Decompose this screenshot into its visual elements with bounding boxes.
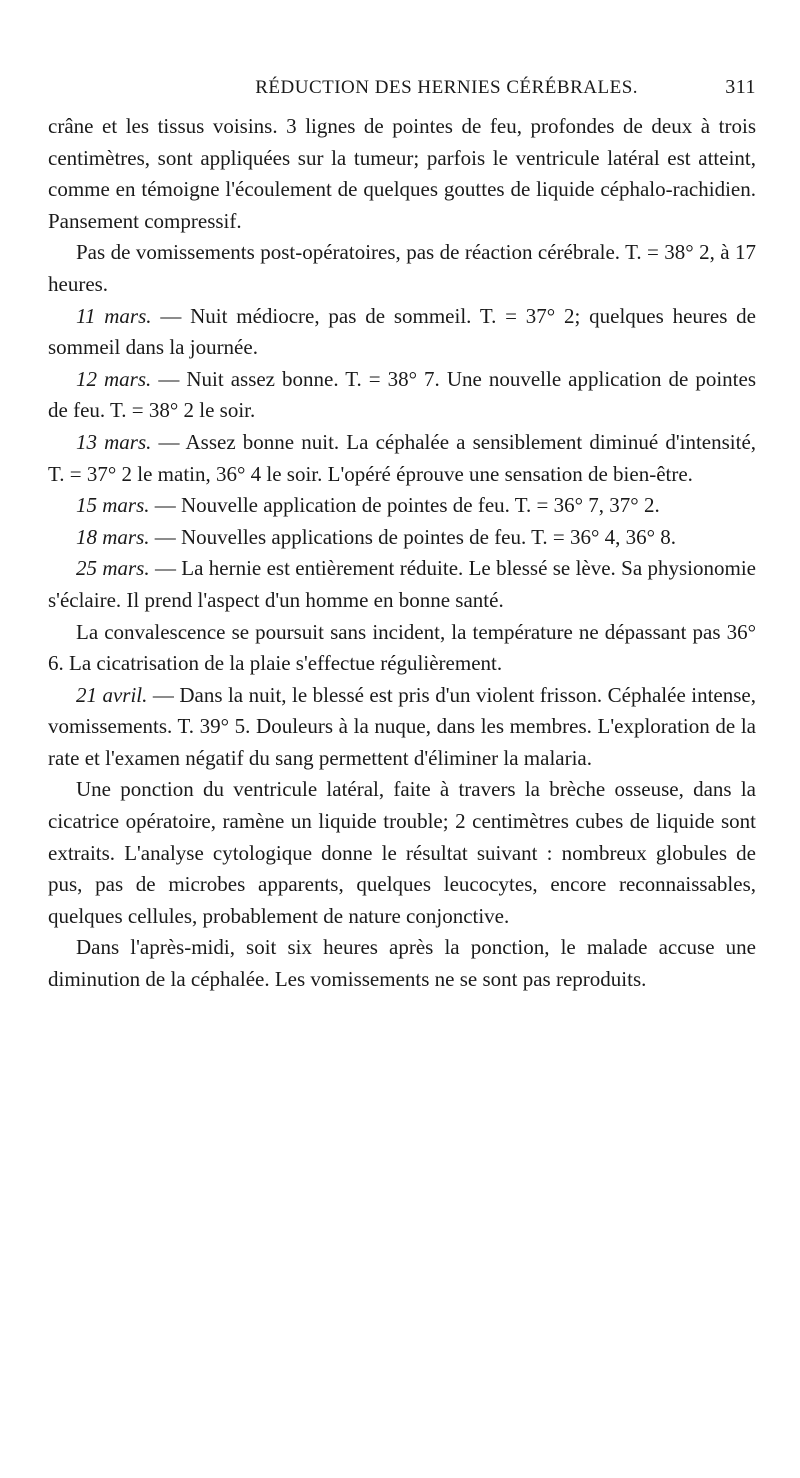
entry-date: 15 mars. — [76, 493, 150, 518]
paragraph: La convalescence se poursuit sans incident, la température ne dépassant pas 36° 6. La cicatrisation de la plaie s'effectue régulièrement. — [48, 619, 756, 676]
dated-entry — [48, 427, 756, 490]
entry-text: — Nuit assez bonne. T. = 38° 7. Une nouvelle application de pointes de feu. T. = 38° 2 le soir. — [48, 366, 756, 423]
entry-text: — Nuit médiocre, pas de sommeil. T. = 37° 2; quelques heures de sommeil dans la journée. — [48, 303, 756, 360]
dated-entry — [48, 522, 756, 554]
running-header — [48, 76, 756, 99]
body-text — [48, 111, 756, 996]
dated-entry — [48, 553, 756, 616]
dated-entry — [48, 364, 756, 427]
paragraph: Une ponction du ventricule latéral, faite à travers la brèche osseuse, dans la cicatrice opératoire, ramène un liquide trouble; 2 centimètres cubes de liquide sont extraits. L'analyse cytologique donne le résultat suivant : nombreux globules de pus, pas de microbes apparents, quelques leucocytes, encore reconnaissables, quelques cellules, probablement de nature conjonctive. — [48, 777, 756, 928]
dated-entry — [48, 680, 756, 775]
running-title: RÉDUCTION DES HERNIES CÉRÉBRALES. — [255, 77, 639, 98]
page-number: 311 — [725, 76, 756, 98]
entry-date: 13 mars. — [76, 429, 152, 454]
entry-text: — La hernie est entièrement réduite. Le blessé se lève. Sa physionomie s'éclaire. Il prend l'aspect d'un homme en bonne santé. — [48, 556, 756, 612]
paragraph: Dans l'après-midi, soit six heures après la ponction, le malade accuse une diminution de la céphalée. Les vomissements ne se sont pas reproduits. — [48, 935, 756, 992]
dated-entry — [48, 301, 756, 364]
dated-entry — [48, 490, 756, 522]
entry-text: — Nouvelles applications de pointes de feu. T. = 36° 4, 36° 8. — [149, 524, 677, 549]
entry-date: 21 avril. — [76, 682, 148, 707]
paragraph: Pas de vomissements post-opératoires, pas de réaction cérébrale. T. = 38° 2, à 17 heures. — [48, 240, 756, 296]
entry-text: — Nouvelle application de pointes de feu. T. = 36° 7, 37° 2. — [149, 493, 660, 518]
paragraph: crâne et les tissus voisins. 3 lignes de pointes de feu, profondes de deux à trois centimètres, sont appliquées sur la tumeur; parfois le ventricule latéral est atteint, comme en témoigne l'écoulement de quelques gouttes de liquide céphalo-rachidien. Pansement compressif. — [48, 114, 756, 233]
entry-text: — Dans la nuit, le blessé est pris d'un violent frisson. Céphalée intense, vomissements. T. 39° 5. Douleurs à la nuque, dans les membres. L'exploration de la rate et l'examen négatif du sang permettent d'éliminer la malaria. — [48, 682, 756, 770]
entry-date: 25 mars. — [76, 556, 150, 581]
entry-date: 11 mars. — [76, 303, 152, 328]
entry-date: 18 mars. — [76, 524, 150, 549]
entry-text: — Assez bonne nuit. La céphalée a sensiblement diminué d'intensité, T. = 37° 2 le matin, 36° 4 le soir. L'opéré éprouve une sensation de bien-être. — [48, 429, 757, 486]
entry-date: 12 mars. — [76, 366, 152, 391]
book-page — [48, 76, 756, 996]
